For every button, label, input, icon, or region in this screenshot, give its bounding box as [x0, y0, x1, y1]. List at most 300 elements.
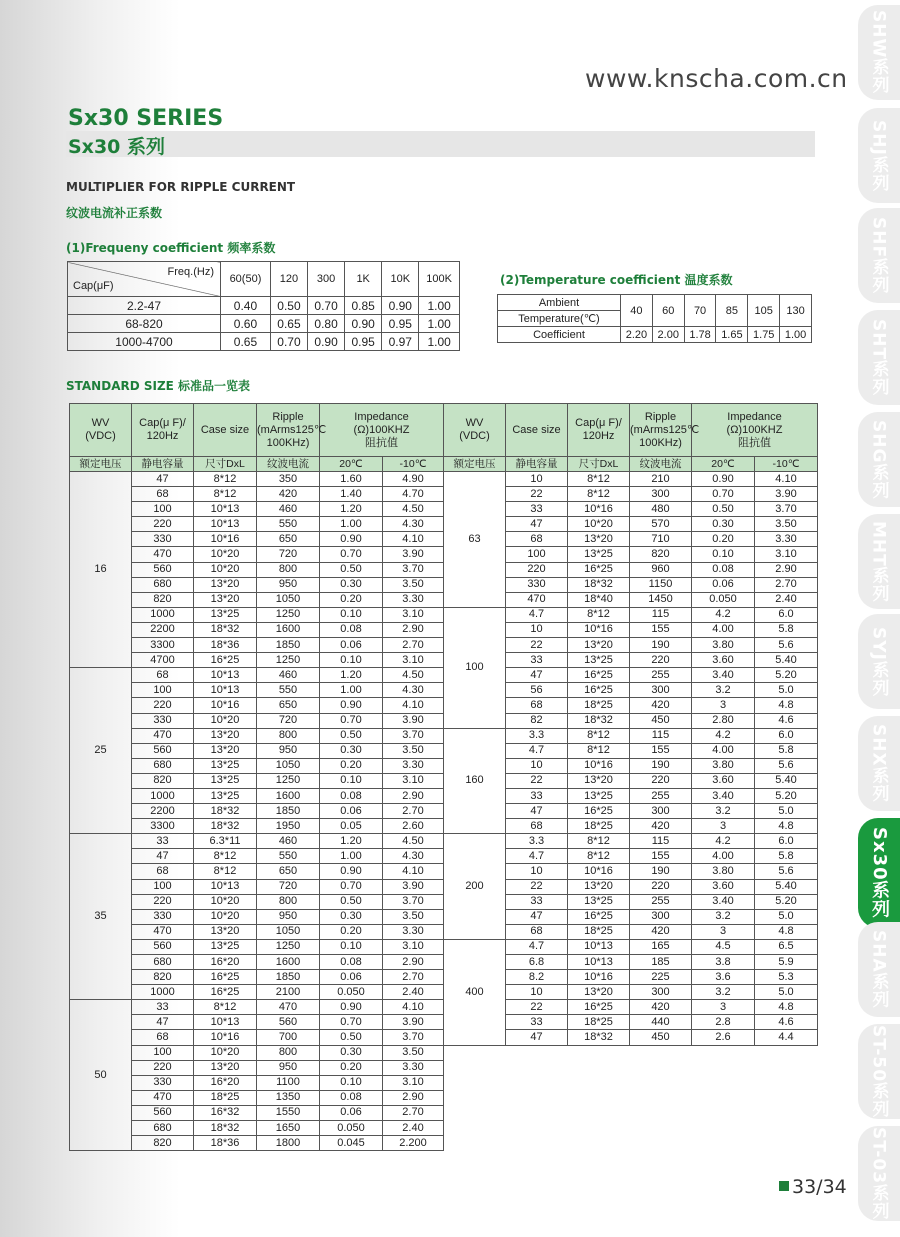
- imp20-cell: 0.90: [320, 864, 383, 879]
- side-tab: [858, 922, 900, 1017]
- imp20-cell: 3.60: [692, 653, 755, 668]
- case-cell: 10*20: [194, 547, 257, 562]
- imp20-cell: 4.2: [692, 834, 755, 849]
- ripple-cell: 300: [630, 909, 692, 924]
- imp20-cell: 0.08: [320, 955, 383, 970]
- wv-group-left: 50: [70, 1000, 132, 1151]
- imp20-cell: 0.50: [320, 562, 383, 577]
- case-cell: 18*40: [568, 592, 630, 607]
- ripple-cell: 960: [630, 562, 692, 577]
- imp-10-cell: 3.10: [383, 939, 444, 954]
- case-cell: 18*32: [194, 622, 257, 637]
- cap-cell: 100: [132, 683, 194, 698]
- hdr-m10c: -10℃: [383, 457, 444, 472]
- ripple-cell: 115: [630, 728, 692, 743]
- case-cell: 18*25: [194, 1090, 257, 1105]
- side-tab-label: SYJ系列: [868, 626, 889, 697]
- freq-row: [68, 333, 460, 351]
- ripple-cell: 1450: [630, 592, 692, 607]
- ripple-cell: 1800: [257, 1136, 320, 1151]
- cap-cell: 68: [506, 924, 568, 939]
- cap-cell: 820: [132, 773, 194, 788]
- cap-cell: 10: [506, 864, 568, 879]
- imp-10-cell: 2.60: [383, 819, 444, 834]
- cap-cell: 1000: [132, 788, 194, 803]
- freq-cap-range: 68-820: [68, 315, 221, 333]
- case-cell: 13*20: [568, 532, 630, 547]
- imp20-cell: 3.2: [692, 985, 755, 1000]
- table-row: [70, 1045, 818, 1060]
- case-cell: 10*20: [194, 894, 257, 909]
- page-marker-icon: [779, 1181, 789, 1191]
- imp20-cell: 0.50: [320, 894, 383, 909]
- cap-cell: 4.7: [506, 849, 568, 864]
- imp20-cell: 0.50: [692, 502, 755, 517]
- cap-cell: 8.2: [506, 970, 568, 985]
- case-cell: 8*12: [568, 472, 630, 487]
- hdr-case-cn: 尺寸DxL: [194, 457, 257, 472]
- case-cell: 13*25: [194, 773, 257, 788]
- ripple-cell: 1250: [257, 607, 320, 622]
- case-cell: 10*13: [194, 879, 257, 894]
- site-url: www.knscha.com.cn: [585, 64, 848, 93]
- imp20-cell: 0.050: [320, 1121, 383, 1136]
- case-cell: 8*12: [194, 849, 257, 864]
- freq-value: 1.00: [419, 297, 460, 315]
- cap-cell: 68: [506, 819, 568, 834]
- cap-cell: 220: [132, 894, 194, 909]
- ripple-cell: 650: [257, 698, 320, 713]
- imp20-cell: 0.90: [320, 698, 383, 713]
- case-cell: 8*12: [194, 487, 257, 502]
- freq-value: 0.65: [221, 333, 271, 351]
- hdr-impedance: [320, 404, 444, 457]
- imp-10-cell: 4.8: [755, 924, 818, 939]
- imp-10-cell: 2.70: [383, 970, 444, 985]
- side-tab: [858, 614, 900, 709]
- freq-col: 300: [308, 262, 345, 297]
- ripple-cell: 720: [257, 879, 320, 894]
- imp-10-cell: 2.40: [755, 592, 818, 607]
- cap-cell: 47: [132, 1015, 194, 1030]
- imp-10-cell: 4.10: [383, 864, 444, 879]
- cap-cell: 820: [132, 592, 194, 607]
- ripple-cell: 800: [257, 728, 320, 743]
- imp-10-cell: 5.20: [755, 894, 818, 909]
- freq-value: 0.90: [382, 297, 419, 315]
- imp20-cell: 0.90: [320, 1000, 383, 1015]
- imp20-cell: 0.06: [320, 638, 383, 653]
- imp-10-cell: 4.50: [383, 502, 444, 517]
- cap-cell: 33: [506, 788, 568, 803]
- cap-cell: 1000: [132, 985, 194, 1000]
- table-row: [70, 728, 818, 743]
- freq-col: 120: [270, 262, 307, 297]
- temp-col: 40: [621, 295, 653, 327]
- cap-cell: 2200: [132, 804, 194, 819]
- imp-10-cell: 3.10: [383, 1075, 444, 1090]
- imp20-cell: 1.20: [320, 502, 383, 517]
- case-cell: 8*12: [568, 607, 630, 622]
- imp-10-cell: 5.0: [755, 985, 818, 1000]
- ripple-cell: 480: [630, 502, 692, 517]
- side-tab-label: SHF系列: [868, 216, 889, 295]
- side-tab: [858, 1126, 900, 1221]
- hdr-wv-r-text: WV (VDC): [459, 417, 490, 442]
- cap-cell: 47: [506, 668, 568, 683]
- ripple-cell: 800: [257, 1045, 320, 1060]
- imp-10-cell: 3.10: [383, 653, 444, 668]
- cap-cell: 68: [132, 487, 194, 502]
- imp20-cell: 3.2: [692, 909, 755, 924]
- hdr-cap-text: Cap(μ F)/ 120Hz: [139, 417, 186, 442]
- cap-cell: 560: [132, 562, 194, 577]
- cap-cell: 68: [506, 532, 568, 547]
- hdr-ripple-r: [630, 404, 700, 457]
- cap-cell: 10: [506, 622, 568, 637]
- ripple-cell: 420: [257, 487, 320, 502]
- imp20-cell: 0.050: [692, 592, 755, 607]
- cap-cell: 680: [132, 577, 194, 592]
- hdr-cap-r: [568, 404, 630, 457]
- case-cell: 10*13: [568, 955, 630, 970]
- imp20-cell: 2.6: [692, 1030, 755, 1045]
- ripple-cell: 460: [257, 834, 320, 849]
- case-cell: 16*25: [568, 804, 630, 819]
- cap-cell: 33: [506, 1015, 568, 1030]
- imp-10-cell: 6.0: [755, 728, 818, 743]
- ripple-cell: 460: [257, 668, 320, 683]
- case-cell: 16*25: [568, 683, 630, 698]
- imp-10-cell: 4.30: [383, 849, 444, 864]
- imp-10-cell: 5.40: [755, 653, 818, 668]
- ripple-cell: 950: [257, 743, 320, 758]
- imp-10-cell: 3.70: [383, 562, 444, 577]
- imp20-cell: 3.60: [692, 773, 755, 788]
- wv-group-right: 200: [444, 834, 506, 940]
- case-cell: 10*13: [194, 517, 257, 532]
- imp20-cell: 1.00: [320, 517, 383, 532]
- case-cell: 16*20: [194, 955, 257, 970]
- freq-value: 0.95: [345, 333, 382, 351]
- ripple-cell: 550: [257, 683, 320, 698]
- cap-cell: 4.7: [506, 607, 568, 622]
- imp20-cell: 0.10: [320, 773, 383, 788]
- side-tab: [858, 208, 900, 303]
- imp-10-cell: 4.10: [755, 472, 818, 487]
- cap-header-label: Cap(μF): [73, 280, 114, 292]
- ripple-cell: 950: [257, 1060, 320, 1075]
- ripple-cell: 650: [257, 864, 320, 879]
- imp-10-cell: 2.90: [383, 955, 444, 970]
- imp20-cell: 2.8: [692, 1015, 755, 1030]
- side-tab: [858, 818, 900, 928]
- ripple-cell: 225: [630, 970, 692, 985]
- imp20-cell: 0.08: [320, 788, 383, 803]
- ripple-cell: 450: [630, 713, 692, 728]
- wv-group-left: 16: [70, 472, 132, 668]
- temp-label-coefficient: Coefficient: [498, 327, 621, 343]
- wv-group-left: 35: [70, 834, 132, 1000]
- cap-cell: 1000: [132, 607, 194, 622]
- imp-10-cell: 5.6: [755, 864, 818, 879]
- ripple-cell: 1150: [630, 577, 692, 592]
- imp-10-cell: 5.0: [755, 804, 818, 819]
- cap-cell: 4.7: [506, 743, 568, 758]
- temperature-coefficient-table: [497, 294, 812, 343]
- case-cell: 10*16: [194, 698, 257, 713]
- ripple-cell: 950: [257, 909, 320, 924]
- table-row: [70, 472, 818, 487]
- freq-col: 1K: [345, 262, 382, 297]
- imp20-cell: 4.00: [692, 743, 755, 758]
- cap-cell: 3300: [132, 819, 194, 834]
- case-cell: 16*25: [568, 909, 630, 924]
- ripple-cell: 1100: [257, 1075, 320, 1090]
- imp-10-cell: 2.70: [383, 638, 444, 653]
- cap-cell: 100: [132, 502, 194, 517]
- imp20-cell: 0.10: [320, 607, 383, 622]
- ripple-cell: 155: [630, 849, 692, 864]
- ripple-cell: 1250: [257, 939, 320, 954]
- side-tab: [858, 108, 900, 203]
- ripple-cell: 255: [630, 894, 692, 909]
- ripple-cell: 300: [630, 804, 692, 819]
- cap-cell: 68: [132, 668, 194, 683]
- case-cell: 13*25: [568, 894, 630, 909]
- imp-10-cell: 3.90: [383, 547, 444, 562]
- table-row: [70, 834, 818, 849]
- cap-cell: 680: [132, 955, 194, 970]
- cap-cell: 22: [506, 773, 568, 788]
- imp20-cell: 3.80: [692, 758, 755, 773]
- cap-cell: 220: [132, 1060, 194, 1075]
- imp-10-cell: 5.40: [755, 879, 818, 894]
- ripple-cell: 1050: [257, 592, 320, 607]
- temp-heading: (2)Temperature coefficient 温度系数: [500, 273, 733, 287]
- ripple-cell: 1950: [257, 819, 320, 834]
- imp-10-cell: 6.0: [755, 834, 818, 849]
- imp20-cell: 4.5: [692, 939, 755, 954]
- imp-10-cell: 5.6: [755, 758, 818, 773]
- imp-10-cell: 5.9: [755, 955, 818, 970]
- freq-heading: (1)Frequeny coefficient 频率系数: [66, 241, 276, 255]
- series-side-nav: [856, 0, 900, 1237]
- imp20-cell: 0.10: [692, 547, 755, 562]
- case-cell: 13*25: [194, 758, 257, 773]
- case-cell: 18*25: [568, 698, 630, 713]
- hdr-cap-r-text: Cap(μ F)/ 120Hz: [575, 417, 622, 442]
- imp-10-cell: 3.10: [383, 607, 444, 622]
- temp-val: 2.20: [621, 327, 653, 343]
- case-cell: 8*12: [568, 743, 630, 758]
- freq-cap-range: 2.2-47: [68, 297, 221, 315]
- imp20-cell: 0.06: [692, 577, 755, 592]
- imp20-cell: 0.30: [320, 909, 383, 924]
- cap-cell: 33: [506, 653, 568, 668]
- case-cell: 13*25: [568, 788, 630, 803]
- cap-cell: 820: [132, 1136, 194, 1151]
- hdr-wv: [70, 404, 132, 457]
- cap-cell: 3.3: [506, 728, 568, 743]
- ripple-cell: 190: [630, 638, 692, 653]
- temp-val: 1.75: [748, 327, 780, 343]
- imp20-cell: 0.06: [320, 1105, 383, 1120]
- temp-col: 130: [780, 295, 812, 327]
- case-cell: 8*12: [568, 834, 630, 849]
- ripple-cell: 300: [630, 683, 692, 698]
- imp-10-cell: 3.30: [755, 532, 818, 547]
- case-cell: 18*25: [568, 819, 630, 834]
- case-cell: 8*12: [194, 1000, 257, 1015]
- wv-group-right: 100: [444, 607, 506, 728]
- imp-10-cell: 6.0: [755, 607, 818, 622]
- imp-10-cell: 3.90: [383, 713, 444, 728]
- imp-10-cell: 3.70: [383, 894, 444, 909]
- case-cell: 13*20: [194, 577, 257, 592]
- imp-10-cell: 2.70: [383, 804, 444, 819]
- case-cell: 10*13: [194, 668, 257, 683]
- cap-cell: 560: [132, 743, 194, 758]
- imp-10-cell: 3.30: [383, 924, 444, 939]
- cap-cell: 6.8: [506, 955, 568, 970]
- imp20-cell: 0.08: [320, 1090, 383, 1105]
- imp20-cell: 0.20: [320, 1060, 383, 1075]
- imp20-cell: 0.30: [320, 1045, 383, 1060]
- imp-10-cell: 3.90: [755, 487, 818, 502]
- side-tab-label: SHW系列: [868, 10, 889, 95]
- side-tab-label: MHT系列: [868, 520, 889, 603]
- ripple-cell: 440: [630, 1015, 692, 1030]
- cap-cell: 3.3: [506, 834, 568, 849]
- imp20-cell: 0.08: [320, 622, 383, 637]
- cap-cell: 82: [506, 713, 568, 728]
- imp20-cell: 0.70: [320, 713, 383, 728]
- imp20-cell: 0.90: [692, 472, 755, 487]
- wv-group-right: 160: [444, 728, 506, 834]
- imp20-cell: 0.30: [320, 743, 383, 758]
- ripple-cell: 720: [257, 547, 320, 562]
- case-cell: 13*20: [568, 773, 630, 788]
- cap-cell: 68: [506, 698, 568, 713]
- imp20-cell: 0.30: [320, 577, 383, 592]
- temp-col: 105: [748, 295, 780, 327]
- case-cell: 18*36: [194, 638, 257, 653]
- ripple-cell: 700: [257, 1030, 320, 1045]
- cap-cell: 4.7: [506, 939, 568, 954]
- side-tab: [858, 716, 900, 811]
- ripple-cell: 1600: [257, 788, 320, 803]
- case-cell: 18*32: [194, 1121, 257, 1136]
- ripple-cell: 710: [630, 532, 692, 547]
- imp-10-cell: 5.20: [755, 788, 818, 803]
- multiplier-heading-en: MULTIPLIER FOR RIPPLE CURRENT: [66, 180, 296, 194]
- imp20-cell: 0.06: [320, 970, 383, 985]
- cap-cell: 680: [132, 758, 194, 773]
- cap-cell: 470: [132, 924, 194, 939]
- imp20-cell: 0.70: [320, 1015, 383, 1030]
- imp-10-cell: 3.50: [383, 577, 444, 592]
- side-tab-label: SHT系列: [868, 318, 889, 397]
- cap-cell: 330: [132, 909, 194, 924]
- freq-cap-range: 1000-4700: [68, 333, 221, 351]
- ripple-cell: 800: [257, 562, 320, 577]
- hdr-wv-r: [444, 404, 506, 457]
- imp-10-cell: 3.50: [383, 743, 444, 758]
- ripple-cell: 155: [630, 622, 692, 637]
- imp20-cell: 0.30: [692, 517, 755, 532]
- cap-cell: 560: [132, 1105, 194, 1120]
- cap-cell: 220: [506, 562, 568, 577]
- imp-10-cell: 4.70: [383, 487, 444, 502]
- imp-10-cell: 4.30: [383, 517, 444, 532]
- imp-10-cell: 4.4: [755, 1030, 818, 1045]
- ripple-cell: 1600: [257, 622, 320, 637]
- case-cell: 18*32: [194, 804, 257, 819]
- ripple-cell: 220: [630, 653, 692, 668]
- cap-cell: 10: [506, 758, 568, 773]
- imp20-cell: 0.10: [320, 653, 383, 668]
- ripple-cell: 650: [257, 532, 320, 547]
- imp-10-cell: 2.40: [383, 1121, 444, 1136]
- freq-value: 0.70: [270, 333, 307, 351]
- case-cell: 10*20: [568, 517, 630, 532]
- case-cell: 16*25: [194, 985, 257, 1000]
- imp20-cell: 0.70: [692, 487, 755, 502]
- case-cell: 8*12: [194, 864, 257, 879]
- imp20-cell: 0.70: [320, 879, 383, 894]
- freq-header-label: Freq.(Hz): [167, 266, 214, 278]
- cap-cell: 470: [132, 728, 194, 743]
- imp-10-cell: 3.10: [755, 547, 818, 562]
- case-cell: 13*25: [194, 607, 257, 622]
- imp-10-cell: 2.90: [383, 788, 444, 803]
- ripple-cell: 1850: [257, 804, 320, 819]
- cap-cell: 100: [506, 547, 568, 562]
- imp-10-cell: 3.50: [383, 1045, 444, 1060]
- case-cell: 10*16: [568, 622, 630, 637]
- imp-10-cell: 4.90: [383, 472, 444, 487]
- imp-10-cell: 2.90: [755, 562, 818, 577]
- imp-10-cell: 5.8: [755, 622, 818, 637]
- freq-row: [68, 315, 460, 333]
- imp-10-cell: 3.70: [383, 728, 444, 743]
- freq-value: 0.70: [308, 297, 345, 315]
- imp20-cell: 3.8: [692, 955, 755, 970]
- imp-10-cell: 2.90: [383, 622, 444, 637]
- cap-cell: 47: [132, 472, 194, 487]
- imp-10-cell: 5.20: [755, 668, 818, 683]
- imp-10-cell: 5.40: [755, 773, 818, 788]
- ripple-cell: 1850: [257, 970, 320, 985]
- case-cell: 10*13: [568, 939, 630, 954]
- imp-10-cell: 4.30: [383, 683, 444, 698]
- imp-10-cell: 2.90: [383, 1090, 444, 1105]
- cap-cell: 22: [506, 879, 568, 894]
- cap-cell: 47: [506, 804, 568, 819]
- freq-col: 60(50): [221, 262, 271, 297]
- cap-cell: 330: [132, 532, 194, 547]
- case-cell: 10*16: [194, 532, 257, 547]
- cap-cell: 4700: [132, 653, 194, 668]
- hdr-m10c-r: -10℃: [755, 457, 818, 472]
- ripple-cell: 185: [630, 955, 692, 970]
- case-cell: 13*25: [568, 653, 630, 668]
- cap-cell: 2200: [132, 622, 194, 637]
- imp-10-cell: 2.70: [383, 1105, 444, 1120]
- side-tab-label: SHX系列: [868, 724, 889, 803]
- cap-cell: 10: [506, 985, 568, 1000]
